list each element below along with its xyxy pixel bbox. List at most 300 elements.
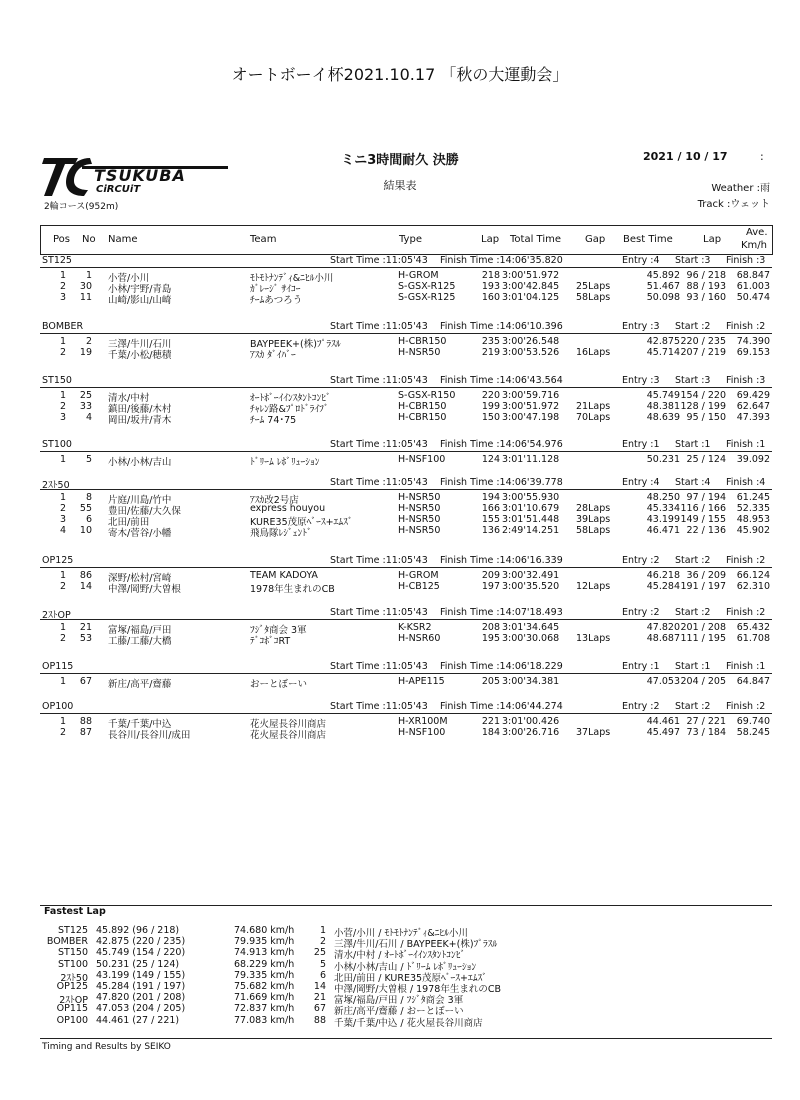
cell-ave: 69.429 <box>736 390 770 401</box>
cell-ave: 61.708 <box>736 633 770 644</box>
cell-no: 87 <box>79 727 92 738</box>
fastest-lap-title: Fastest Lap <box>44 906 106 917</box>
cell-type: H-CB125 <box>398 581 440 592</box>
cell-blap: 204 / 205 <box>680 676 726 687</box>
cell-type: S-GSX-R125 <box>398 281 456 292</box>
cell-ave: 52.335 <box>736 503 770 514</box>
class-header <box>40 607 772 620</box>
results-subtitle: 結果表 <box>383 179 417 192</box>
fl-no: 1 <box>319 925 326 936</box>
fl-time: 50.231 (25 / 124) <box>96 959 180 970</box>
cell-team: ｱｽｶ ﾀﾞｲﾊﾞｰ <box>250 350 296 361</box>
cell-team: ﾁｬﾚﾝ路&ﾌﾟﾛﾄﾞﾗｲﾌﾞ <box>250 404 329 415</box>
class-name: ST125 <box>42 255 72 266</box>
fl-who: 北田/前田 / KURE35茂原ﾍﾞｰｽ+ｴﾑｽﾞ <box>334 973 488 984</box>
cell-team: ｱｽｶ改2号店 <box>250 495 299 506</box>
class-finish-time: Finish Time :14:06'54.976 <box>440 439 563 450</box>
class-start-count: Start :2 <box>675 321 711 332</box>
fl-time: 47.820 (201 / 208) <box>96 992 186 1003</box>
col-team: Team <box>250 234 277 245</box>
cell-lap: 155 <box>481 514 500 525</box>
class-finish-time: Finish Time :14:07'18.493 <box>440 607 563 618</box>
cell-gap: 39Laps <box>576 514 611 525</box>
class-start-count: Start :4 <box>675 477 711 488</box>
cell-lap: 205 <box>481 676 500 687</box>
class-entry-count: Entry :2 <box>622 701 660 712</box>
cell-total: 3:01'04.125 <box>502 292 560 303</box>
col-ave: Ave. <box>746 227 768 238</box>
cell-ave: 64.847 <box>736 676 770 687</box>
cell-no: 4 <box>85 412 92 423</box>
cell-ave: 61.245 <box>736 492 770 503</box>
fl-no: 2 <box>319 936 326 947</box>
cell-total: 3:01'11.128 <box>502 454 560 465</box>
cell-total: 3:00'47.198 <box>502 412 560 423</box>
fastest-lap-row <box>40 947 772 961</box>
cell-blap: 88 / 193 <box>686 281 726 292</box>
cell-ave: 74.390 <box>736 336 770 347</box>
cell-blap: 149 / 155 <box>680 514 726 525</box>
cell-type: S-GSX-R125 <box>398 292 456 303</box>
class-name: OP100 <box>42 701 74 712</box>
cell-type: H-XR100M <box>398 716 448 727</box>
track-label: Track :ウェット <box>697 199 770 210</box>
fl-no: 88 <box>313 1015 326 1026</box>
class-header <box>40 255 772 268</box>
cell-ave: 69.740 <box>736 716 770 727</box>
course-label: 2輪コース(952m) <box>44 202 119 212</box>
fastest-lap-row <box>40 936 772 950</box>
cell-type: H-CBR150 <box>398 412 447 423</box>
cell-no: 21 <box>79 622 92 633</box>
col-total-time: Total Time <box>510 234 562 245</box>
cell-lap: 208 <box>481 622 500 633</box>
cell-pos: 1 <box>59 270 66 281</box>
cell-blap: 97 / 194 <box>686 492 726 503</box>
result-row <box>40 727 772 741</box>
col-name: Name <box>108 234 138 245</box>
cell-lap: 218 <box>481 270 500 281</box>
result-row <box>40 270 772 284</box>
cell-name: 寄木/菅谷/小幡 <box>108 528 172 539</box>
cell-name: 新庄/高平/齋藤 <box>108 679 172 690</box>
cell-ave: 39.092 <box>736 454 770 465</box>
cell-blap: 25 / 124 <box>686 454 726 465</box>
cell-ave: 47.393 <box>736 412 770 423</box>
cell-type: H-GROM <box>398 270 439 281</box>
class-finish-time: Finish Time :14:06'35.820 <box>440 255 563 266</box>
cell-name: 三澤/牛川/石川 <box>108 339 172 350</box>
cell-team: 1978年生まれのCB <box>250 584 335 595</box>
class-finish-count: Finish :2 <box>726 321 766 332</box>
cell-total: 3:00'51.972 <box>502 401 560 412</box>
cell-team: ｶﾞﾚｰｼﾞ ｻｲｺｰ <box>250 284 301 295</box>
fl-no: 5 <box>319 959 326 970</box>
cell-pos: 2 <box>59 727 66 738</box>
fl-time: 45.749 (154 / 220) <box>96 947 186 958</box>
fl-speed: 68.229 km/h <box>234 959 295 970</box>
weather-label: Weather :雨 <box>711 183 770 194</box>
cell-no: 11 <box>79 292 92 303</box>
class-start-time: Start Time :11:05'43 <box>330 661 428 672</box>
cell-no: 53 <box>79 633 92 644</box>
class-name: 2ｽﾄOP <box>42 610 71 621</box>
fl-cls: OP125 <box>56 981 88 992</box>
cell-name: 小菅/小川 <box>108 273 150 284</box>
class-finish-count: Finish :2 <box>726 701 766 712</box>
cell-lap: 194 <box>481 492 500 503</box>
fl-who: 三澤/牛川/石川 / BAYPEEK+(株)ﾌﾟﾗｽﾙ <box>334 939 498 950</box>
cell-blap: 93 / 160 <box>686 292 726 303</box>
cell-best: 50.098 <box>646 292 680 303</box>
cell-total: 3:01'34.645 <box>502 622 560 633</box>
cell-pos: 1 <box>59 622 66 633</box>
cell-team: おーとぼーい <box>250 679 308 690</box>
cell-best: 48.639 <box>646 412 680 423</box>
class-entry-count: Entry :3 <box>622 321 660 332</box>
result-row <box>40 412 772 426</box>
col-best-lap: Lap <box>703 234 722 245</box>
result-row <box>40 581 772 595</box>
fl-who: 小林/小林/吉山 / ﾄﾞﾘｰﾑ ﾚﾎﾞﾘｭｰｼｮﾝ <box>334 962 477 973</box>
cell-name: 北田/前田 <box>108 517 150 528</box>
cell-name: 山崎/影山/山崎 <box>108 295 172 306</box>
class-header <box>40 701 772 714</box>
col-lap: Lap <box>481 234 500 245</box>
cell-team: ﾌｼﾞﾀ商会 3軍 <box>250 625 307 636</box>
fl-who: 中澤/岡野/大曽根 / 1978年生まれのCB <box>334 984 501 995</box>
cell-type: H-CBR150 <box>398 401 447 412</box>
class-start-count: Start :2 <box>675 701 711 712</box>
col-pos: Pos <box>53 234 71 245</box>
class-entry-count: Entry :1 <box>622 661 660 672</box>
cell-pos: 2 <box>59 633 66 644</box>
cell-best: 46.471 <box>646 525 680 536</box>
cell-pos: 2 <box>59 503 66 514</box>
cell-total: 3:00'26.716 <box>502 727 560 738</box>
cell-pos: 1 <box>59 454 66 465</box>
result-row <box>40 390 772 404</box>
cell-gap: 16Laps <box>576 347 611 358</box>
fl-speed: 74.913 km/h <box>234 947 295 958</box>
class-finish-count: Finish :1 <box>726 661 766 672</box>
fl-no: 21 <box>313 992 326 1003</box>
cell-blap: 191 / 197 <box>680 581 726 592</box>
cell-ave: 66.124 <box>736 570 770 581</box>
class-start-count: Start :3 <box>675 375 711 386</box>
cell-no: 88 <box>79 716 92 727</box>
cell-lap: 221 <box>481 716 500 727</box>
cell-gap: 58Laps <box>576 525 611 536</box>
cell-name: 長谷川/長谷川/成田 <box>108 730 191 741</box>
class-start-time: Start Time :11:05'43 <box>330 255 428 266</box>
cell-pos: 3 <box>59 412 66 423</box>
cell-total: 3:00'35.520 <box>502 581 560 592</box>
cell-no: 33 <box>79 401 92 412</box>
cell-ave: 61.003 <box>736 281 770 292</box>
class-start-time: Start Time :11:05'43 <box>330 555 428 566</box>
fl-who: 小菅/小川 / ﾓﾄﾓﾄﾅﾝﾃﾞｨ&ﾆﾋﾙ小川 <box>334 928 468 939</box>
cell-total: 3:00'32.491 <box>502 570 560 581</box>
class-finish-time: Finish Time :14:06'16.339 <box>440 555 563 566</box>
class-start-time: Start Time :11:05'43 <box>330 375 428 386</box>
class-start-time: Start Time :11:05'43 <box>330 477 428 488</box>
cell-total: 3:00'51.972 <box>502 270 560 281</box>
cell-best: 46.218 <box>646 570 680 581</box>
fl-who: 清水/中村 / ｵｰﾄﾎﾞｰｲｲﾝｽﾀﾝﾄｺﾝﾋﾞ <box>334 950 466 961</box>
cell-ave: 48.953 <box>736 514 770 525</box>
fl-cls: ST150 <box>58 947 88 958</box>
col-best-time: Best Time <box>623 234 673 245</box>
class-start-time: Start Time :11:05'43 <box>330 439 428 450</box>
cell-gap: 25Laps <box>576 281 611 292</box>
cell-lap: 219 <box>481 347 500 358</box>
class-start-count: Start :1 <box>675 661 711 672</box>
cell-ave: 62.647 <box>736 401 770 412</box>
cell-gap: 13Laps <box>576 633 611 644</box>
class-start-count: Start :1 <box>675 439 711 450</box>
class-entry-count: Entry :3 <box>622 375 660 386</box>
cell-no: 19 <box>79 347 92 358</box>
fl-no: 25 <box>313 947 326 958</box>
cell-pos: 1 <box>59 390 66 401</box>
class-header <box>40 321 772 334</box>
document-title: オートボーイ杯2021.10.17 「秋の大運動会」 <box>231 65 569 84</box>
cell-pos: 3 <box>59 292 66 303</box>
fl-no: 6 <box>319 970 326 981</box>
cell-pos: 1 <box>59 336 66 347</box>
cell-ave: 62.310 <box>736 581 770 592</box>
cell-best: 44.461 <box>646 716 680 727</box>
cell-lap: 199 <box>481 401 500 412</box>
result-row <box>40 336 772 350</box>
result-row <box>40 292 772 306</box>
class-entry-count: Entry :4 <box>622 255 660 266</box>
class-entry-count: Entry :2 <box>622 607 660 618</box>
class-header <box>40 375 772 388</box>
cell-best: 48.381 <box>646 401 680 412</box>
fastest-lap-row <box>40 959 772 973</box>
fl-cls: 2ｽﾄ50 <box>60 973 88 984</box>
result-row <box>40 570 772 584</box>
cell-lap: 195 <box>481 633 500 644</box>
cell-name: 小林/小林/吉山 <box>108 457 172 468</box>
fl-time: 44.461 (27 / 221) <box>96 1015 180 1026</box>
cell-team: 花火屋長谷川商店 <box>250 719 327 730</box>
class-entry-count: Entry :2 <box>622 555 660 566</box>
cell-total: 3:00'34.381 <box>502 676 560 687</box>
cell-team: 飛鳥隊ﾚｼﾞｪﾝﾄﾞ <box>250 528 312 539</box>
cell-pos: 2 <box>59 401 66 412</box>
cell-blap: 73 / 184 <box>686 727 726 738</box>
fastest-lap-row <box>40 992 772 1006</box>
cell-no: 55 <box>79 503 92 514</box>
class-start-time: Start Time :11:05'43 <box>330 321 428 332</box>
column-header <box>40 225 773 255</box>
cell-ave: 65.432 <box>736 622 770 633</box>
fl-time: 47.053 (204 / 205) <box>96 1003 186 1014</box>
col-no: No <box>82 234 96 245</box>
class-finish-time: Finish Time :14:06'18.229 <box>440 661 563 672</box>
fl-speed: 79.935 km/h <box>234 936 295 947</box>
result-row <box>40 676 772 690</box>
fl-no: 14 <box>313 981 326 992</box>
result-row <box>40 514 772 528</box>
cell-blap: 207 / 219 <box>680 347 726 358</box>
cell-gap: 28Laps <box>576 503 611 514</box>
class-start-count: Start :2 <box>675 555 711 566</box>
cell-type: S-GSX-R150 <box>398 390 456 401</box>
fastest-lap-row <box>40 1015 772 1029</box>
fl-speed: 72.837 km/h <box>234 1003 295 1014</box>
logo-subtext: CiRCUiT <box>96 184 141 195</box>
class-name: 2ｽﾄ50 <box>42 480 70 491</box>
cell-blap: 220 / 235 <box>680 336 726 347</box>
fl-cls: BOMBER <box>46 936 88 947</box>
class-finish-count: Finish :4 <box>726 477 766 488</box>
cell-name: 鎮田/後藤/木村 <box>108 404 172 415</box>
cell-best: 51.467 <box>646 281 680 292</box>
cell-name: 岡田/坂井/青木 <box>108 415 172 426</box>
fastest-lap-row <box>40 925 772 939</box>
race-title: ミニ3時間耐久 決勝 <box>341 153 459 168</box>
cell-no: 25 <box>79 390 92 401</box>
cell-name: 富塚/福島/戸田 <box>108 625 172 636</box>
cell-no: 10 <box>79 525 92 536</box>
class-finish-count: Finish :2 <box>726 555 766 566</box>
class-finish-count: Finish :3 <box>726 375 766 386</box>
cell-total: 3:01'00.426 <box>502 716 560 727</box>
fl-speed: 75.682 km/h <box>234 981 295 992</box>
cell-pos: 2 <box>59 347 66 358</box>
cell-lap: 150 <box>481 412 500 423</box>
cell-ave: 69.153 <box>736 347 770 358</box>
class-finish-count: Finish :3 <box>726 255 766 266</box>
class-name: ST150 <box>42 375 72 386</box>
col-ave-unit: Km/h <box>741 240 768 251</box>
cell-type: H-NSR60 <box>398 633 441 644</box>
cell-type: K-KSR2 <box>398 622 432 633</box>
fl-who: 新庄/高平/齋藤 / おーとぼーい <box>334 1006 464 1017</box>
cell-lap: 184 <box>481 727 500 738</box>
cell-pos: 2 <box>59 281 66 292</box>
cell-blap: 27 / 221 <box>686 716 726 727</box>
cell-name: 中澤/岡野/大曽根 <box>108 584 181 595</box>
cell-gap: 70Laps <box>576 412 611 423</box>
cell-lap: 197 <box>481 581 500 592</box>
class-name: OP125 <box>42 555 74 566</box>
cell-team: 花火屋長谷川商店 <box>250 730 327 741</box>
class-finish-count: Finish :1 <box>726 439 766 450</box>
cell-type: H-NSR50 <box>398 347 441 358</box>
col-type: Type <box>399 234 422 245</box>
cell-lap: 220 <box>481 390 500 401</box>
fl-cls: ST125 <box>58 925 88 936</box>
logo-text: TSUKUBA <box>94 166 186 185</box>
fl-speed: 71.669 km/h <box>234 992 295 1003</box>
cell-type: H-CBR150 <box>398 336 447 347</box>
fl-time: 45.892 (96 / 218) <box>96 925 180 936</box>
cell-lap: 136 <box>481 525 500 536</box>
cell-ave: 58.245 <box>736 727 770 738</box>
cell-name: 豊田/佐藤/大久保 <box>108 506 181 517</box>
class-finish-time: Finish Time :14:06'44.274 <box>440 701 563 712</box>
fl-cls: OP115 <box>56 1003 88 1014</box>
cell-no: 5 <box>85 454 92 465</box>
cell-name: 清水/中村 <box>108 393 150 404</box>
footer-credit: Timing and Results by SEIKO <box>42 1042 171 1052</box>
fl-time: 45.284 (191 / 197) <box>96 981 186 992</box>
cell-name: 深野/松村/宮崎 <box>108 573 172 584</box>
cell-gap: 21Laps <box>576 401 611 412</box>
class-name: OP115 <box>42 661 74 672</box>
cell-team: ｵｰﾄﾎﾞｰｲｲﾝｽﾀﾝﾄｺﾝﾋﾞ <box>250 393 331 404</box>
class-start-time: Start Time :11:05'43 <box>330 607 428 618</box>
cell-best: 42.875 <box>646 336 680 347</box>
result-row <box>40 454 772 468</box>
cell-no: 67 <box>79 676 92 687</box>
result-row <box>40 347 772 361</box>
cell-no: 8 <box>85 492 92 503</box>
cell-team: express houyou <box>250 503 326 514</box>
cell-type: H-NSF100 <box>398 454 446 465</box>
cell-gap: 58Laps <box>576 292 611 303</box>
cell-pos: 1 <box>59 492 66 503</box>
class-start-time: Start Time :11:05'43 <box>330 701 428 712</box>
cell-ave: 50.474 <box>736 292 770 303</box>
cell-type: H-NSR50 <box>398 514 441 525</box>
result-row <box>40 622 772 636</box>
class-header <box>40 477 772 490</box>
cell-lap: 166 <box>481 503 500 514</box>
fl-cls: OP100 <box>56 1015 88 1026</box>
cell-type: H-APE115 <box>398 676 445 687</box>
fastest-lap-row <box>40 981 772 995</box>
fl-cls: ST100 <box>58 959 88 970</box>
cell-total: 3:00'59.716 <box>502 390 560 401</box>
class-header <box>40 661 772 674</box>
cell-lap: 124 <box>481 454 500 465</box>
cell-lap: 160 <box>481 292 500 303</box>
cell-best: 45.497 <box>646 727 680 738</box>
cell-blap: 22 / 136 <box>686 525 726 536</box>
class-finish-time: Finish Time :14:06'10.396 <box>440 321 563 332</box>
cell-total: 3:00'55.930 <box>502 492 560 503</box>
cell-best: 45.714 <box>646 347 680 358</box>
fl-speed: 79.335 km/h <box>234 970 295 981</box>
cell-gap: 12Laps <box>576 581 611 592</box>
class-start-count: Start :3 <box>675 255 711 266</box>
cell-total: 3:00'53.526 <box>502 347 560 358</box>
cell-blap: 96 / 218 <box>686 270 726 281</box>
cell-team: ﾁｰﾑあつろう <box>250 295 303 306</box>
cell-type: H-NSR50 <box>398 503 441 514</box>
result-row <box>40 716 772 730</box>
fl-time: 42.875 (220 / 235) <box>96 936 186 947</box>
cell-best: 48.687 <box>646 633 680 644</box>
cell-team: ﾃﾞｺﾎﾞｺRT <box>250 636 291 647</box>
cell-team: ﾓﾄﾓﾄﾅﾝﾃﾞｨ&ﾆﾋﾙ小川 <box>250 273 334 284</box>
race-date: 2021 / 10 / 17 <box>643 150 728 163</box>
fl-who: 富塚/福島/戸田 / ﾌｼﾞﾀ商会 3軍 <box>334 995 464 1006</box>
cell-team: BAYPEEK+(株)ﾌﾟﾗｽﾙ <box>250 339 341 350</box>
class-name: BOMBER <box>42 321 84 332</box>
cell-pos: 4 <box>59 525 66 536</box>
cell-blap: 111 / 195 <box>680 633 726 644</box>
fastest-lap-row <box>40 1003 772 1017</box>
tsukuba-circuit-logo <box>38 152 228 198</box>
cell-gap: 37Laps <box>576 727 611 738</box>
